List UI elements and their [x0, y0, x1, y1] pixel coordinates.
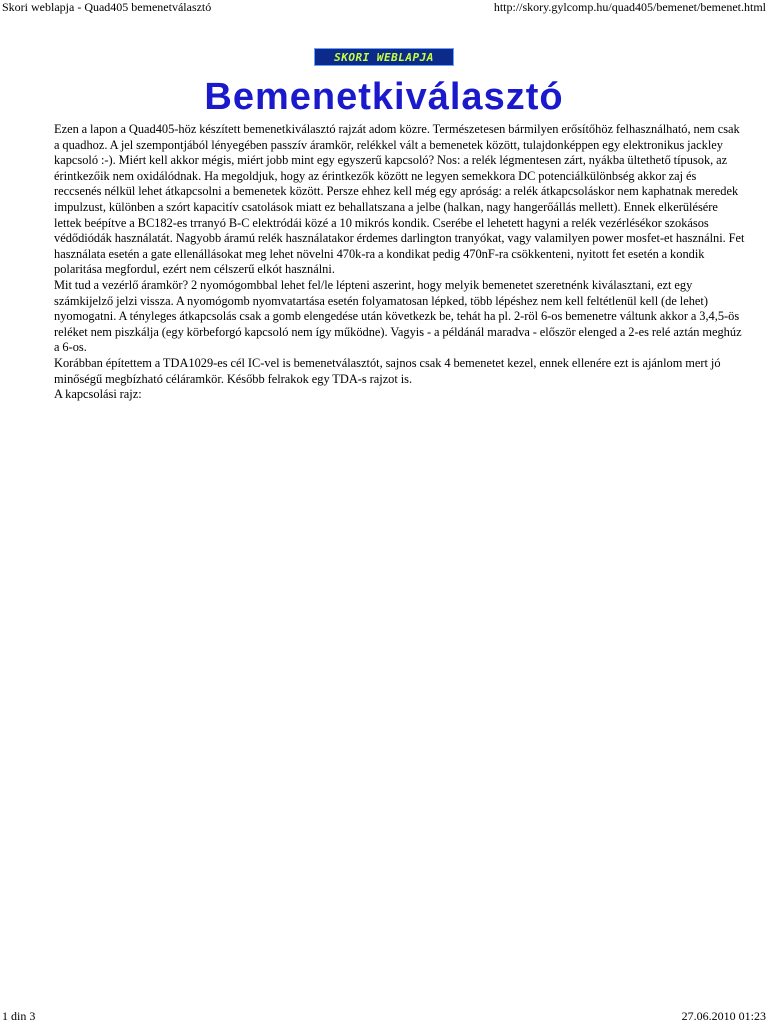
site-logo-text: SKORI WEBLAPJA	[334, 50, 434, 64]
print-footer-timestamp: 27.06.2010 01:23	[681, 1009, 766, 1023]
print-header-title: Skori weblapja - Quad405 bemenetválasztó	[2, 0, 212, 14]
paragraph-controller: Mit tud a vezérlő áramkör? 2 nyomógombbal lehet fel/le lépteni aszerint, hogy melyik bemenetet szeretnénk kiválasztani, ezt egy számkijelző jelzi vissza. A nyomógomb nyomvatartása esetén folyamatosan lépked, több lépéshez nem kell feltétlenül kell (de lehet) nyomogatni. A tényleges átkapcsolás csak a gomb elengedése után következk be, tehát ha pl. 2-röl 6-os bemenetre váltunk akkor a 3,4,5-ös reléket nem piszkálja (egy körbeforgó kapcsoló nem így működne). Vagyis - a példánál maradva - először elenged a 2-es relé aztán meghúz a 6-os.	[54, 277, 742, 355]
site-logo-banner[interactable]	[314, 48, 454, 66]
paragraph-intro: Ezen a lapon a Quad405-höz készített bemenetkiválasztó rajzát adom közre. Természetesen bármilyen erősítőhöz felhasználható, nem csak a quadhoz. A jel szempontjából lényegében passzív áramkör, relékkel vált a bemenetek között, tulajdonképpen egy elektronikus jackley kapcsoló :-). Miért kell akkor mégis, miért jobb mint egy egyszerű kapcsoló? Nos: a relék légmentesen zárt, nyákba ültethető típusok, az érintkezőik nem oxidálódnak. Ha megoldjuk, hogy az érintkezők között ne legyen semekkora DC potenciálkülönbség akkor zaj és reccsenés nélkül lehet átkapcsolni a bemenetek között. Persze ehhez kell még egy apróság: a relék átkapcsoláskor nem kaphatnak meredek impulzust, különben a szórt kapacitív csatolások miatt ez behallatszana a jelbe (halkan, nagy hangerőállás mellett). Ennek elkerülésére lettek beépítve a BC182-es trranyó B-C elektródái közé a 10 mikrós kondik. Cserébe el lehetett hagyni a relék vezérlésékor szokásos védődiódák használatát. Nagyobb áramú relék használatakor érdemes darlington tranyókat, vagy valamilyen power mosfet-et használni. Fet használata esetén a gate ellenállásokat meg lehet növelni 470k-ra a kondikat pedig 470nF-ra csökkenteni, nyitott fet esetén a kondik polaritása megfordul, ezért nem célszerű elkót használni.	[54, 122, 745, 277]
page-title: Bemenetkiválasztó	[204, 76, 564, 118]
paragraph-schematic-caption: A kapcsolási rajz:	[54, 387, 142, 402]
print-header-url: http://skory.gylcomp.hu/quad405/bemenet/bemenet.html	[493, 0, 766, 14]
print-footer-page-number: 1 din 3	[2, 1009, 36, 1023]
paragraph-tda1029: Korábban építettem a TDA1029-es cél IC-vel is bemenetválasztót, sajnos csak 4 bemenetet kezel, ennek ellenére ezt is ajánlom mert jó minőségű megbízható céláramkör. Később felrakok egy TDA-s rajzot is.	[54, 355, 721, 386]
article-body	[54, 122, 746, 403]
